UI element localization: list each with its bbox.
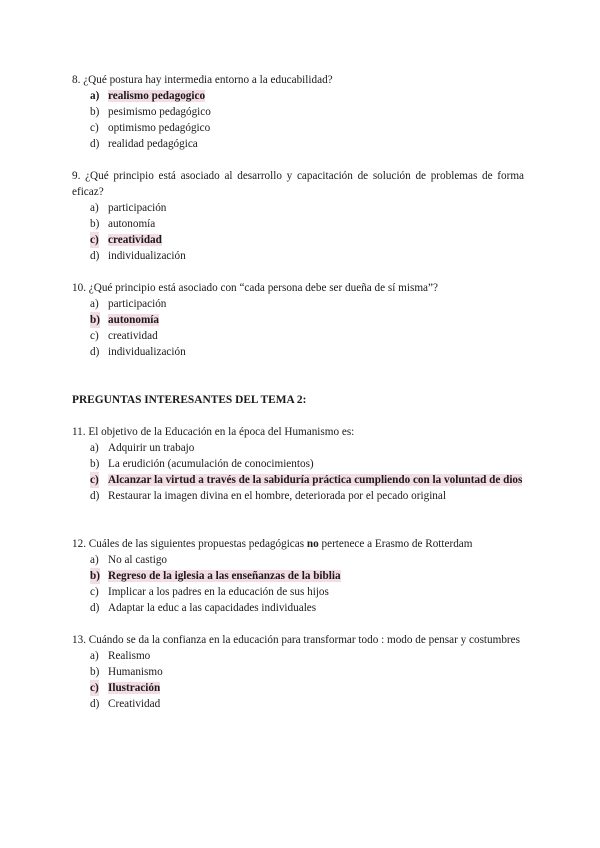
option-letter: b) <box>90 218 100 230</box>
option-letter: b) <box>90 106 100 118</box>
option-text: No al castigo <box>108 554 168 566</box>
option-letter: c) <box>90 474 99 486</box>
option-d <box>72 136 524 152</box>
question-9 <box>72 168 524 264</box>
option-text: realidad pedagógica <box>108 138 198 150</box>
option-letter: b) <box>90 570 100 582</box>
option-text: Regreso de la iglesia a las enseñanzas de la biblia <box>108 570 341 582</box>
option-letter: b) <box>90 458 100 470</box>
option-a <box>72 648 524 664</box>
option-text: optimismo pedagógico <box>108 122 211 134</box>
question-13 <box>72 632 524 712</box>
options-list <box>72 88 524 152</box>
option-text: Implicar a los padres en la educación de sus hijos <box>108 586 329 598</box>
option-text: Adquirir un trabajo <box>108 442 195 454</box>
option-letter: b) <box>90 314 100 326</box>
section-title: PREGUNTAS INTERESANTES DEL TEMA 2: <box>72 394 307 406</box>
option-text: individualización <box>108 250 186 262</box>
question-12 <box>72 536 524 616</box>
option-letter: c) <box>90 330 99 342</box>
option-a <box>72 296 524 312</box>
option-d <box>72 344 524 360</box>
options-list <box>72 200 524 264</box>
stem-part: 12. Cuáles de las siguientes propuestas pedagógicas <box>72 538 307 550</box>
option-text: autonomía <box>108 218 156 230</box>
option-letter: d) <box>90 138 100 150</box>
question-stem: 11. El objetivo de la Educación en la época del Humanismo es: <box>72 426 355 438</box>
option-letter: a) <box>90 90 100 102</box>
question-stem <box>72 536 524 552</box>
option-letter: d) <box>90 698 100 710</box>
option-letter: c) <box>90 586 99 598</box>
option-b <box>72 216 524 232</box>
option-a <box>72 440 524 456</box>
option-text: Adaptar la educ a las capacidades individuales <box>108 602 317 614</box>
option-text: Ilustración <box>108 682 161 694</box>
option-text: autonomía <box>108 314 159 326</box>
option-b <box>72 456 524 472</box>
option-d <box>72 600 524 616</box>
question-10 <box>72 280 524 360</box>
option-text: Alcanzar la virtud a través de la sabiduría práctica cumpliendo con la voluntad de dios <box>108 474 523 486</box>
question-8 <box>72 72 524 152</box>
option-d <box>72 488 524 504</box>
option-b <box>72 104 524 120</box>
stem-emphasis: no <box>306 538 319 550</box>
question-stem: 9. ¿Qué principio está asociado al desarrollo y capacitación de solución de problemas de forma eficaz? <box>72 170 524 198</box>
option-letter: d) <box>90 602 100 614</box>
option-letter: a) <box>90 650 99 662</box>
option-text: realismo pedagogico <box>108 90 206 102</box>
options-list <box>72 552 524 616</box>
option-c <box>72 472 524 488</box>
question-stem: 8. ¿Qué postura hay intermedia entorno a la educabilidad? <box>72 74 333 86</box>
question-11 <box>72 424 524 504</box>
question-stem: 13. Cuándo se da la confianza en la educación para transformar todo : modo de pensar y costumbres <box>72 634 520 646</box>
options-list <box>72 440 524 504</box>
options-list <box>72 296 524 360</box>
option-text: creatividad <box>108 234 162 246</box>
option-letter: a) <box>90 442 99 454</box>
option-letter: d) <box>90 346 100 358</box>
option-d <box>72 696 524 712</box>
option-text: participación <box>108 298 167 310</box>
option-letter: c) <box>90 234 99 246</box>
option-text: Restaurar la imagen divina en el hombre, deteriorada por el pecado original <box>108 490 446 502</box>
option-text: Realismo <box>108 650 151 662</box>
option-c <box>72 680 524 696</box>
option-text: creatividad <box>108 330 158 342</box>
option-text: Creatividad <box>108 698 161 710</box>
option-c <box>72 584 524 600</box>
option-a <box>72 552 524 568</box>
option-d <box>72 248 524 264</box>
option-b <box>72 568 524 584</box>
option-c <box>72 232 524 248</box>
option-b <box>72 312 524 328</box>
option-text: Humanismo <box>108 666 163 678</box>
option-text: participación <box>108 202 167 214</box>
option-c <box>72 120 524 136</box>
option-a <box>72 200 524 216</box>
option-text: La erudición (acumulación de conocimientos) <box>108 458 314 470</box>
question-stem: 10. ¿Qué principio está asociado con “cada persona debe ser dueña de sí misma”? <box>72 282 438 294</box>
option-letter: c) <box>90 122 99 134</box>
option-b <box>72 664 524 680</box>
option-letter: c) <box>90 682 99 694</box>
option-letter: a) <box>90 202 99 214</box>
option-c <box>72 328 524 344</box>
options-list <box>72 648 524 712</box>
option-letter: d) <box>90 490 100 502</box>
option-text: individualización <box>108 346 186 358</box>
stem-part: pertenece a Erasmo de Rotterdam <box>318 538 473 550</box>
option-a <box>72 88 524 104</box>
option-text: pesimismo pedagógico <box>108 106 211 118</box>
option-letter: a) <box>90 554 99 566</box>
option-letter: b) <box>90 666 100 678</box>
option-letter: d) <box>90 250 100 262</box>
option-letter: a) <box>90 298 99 310</box>
